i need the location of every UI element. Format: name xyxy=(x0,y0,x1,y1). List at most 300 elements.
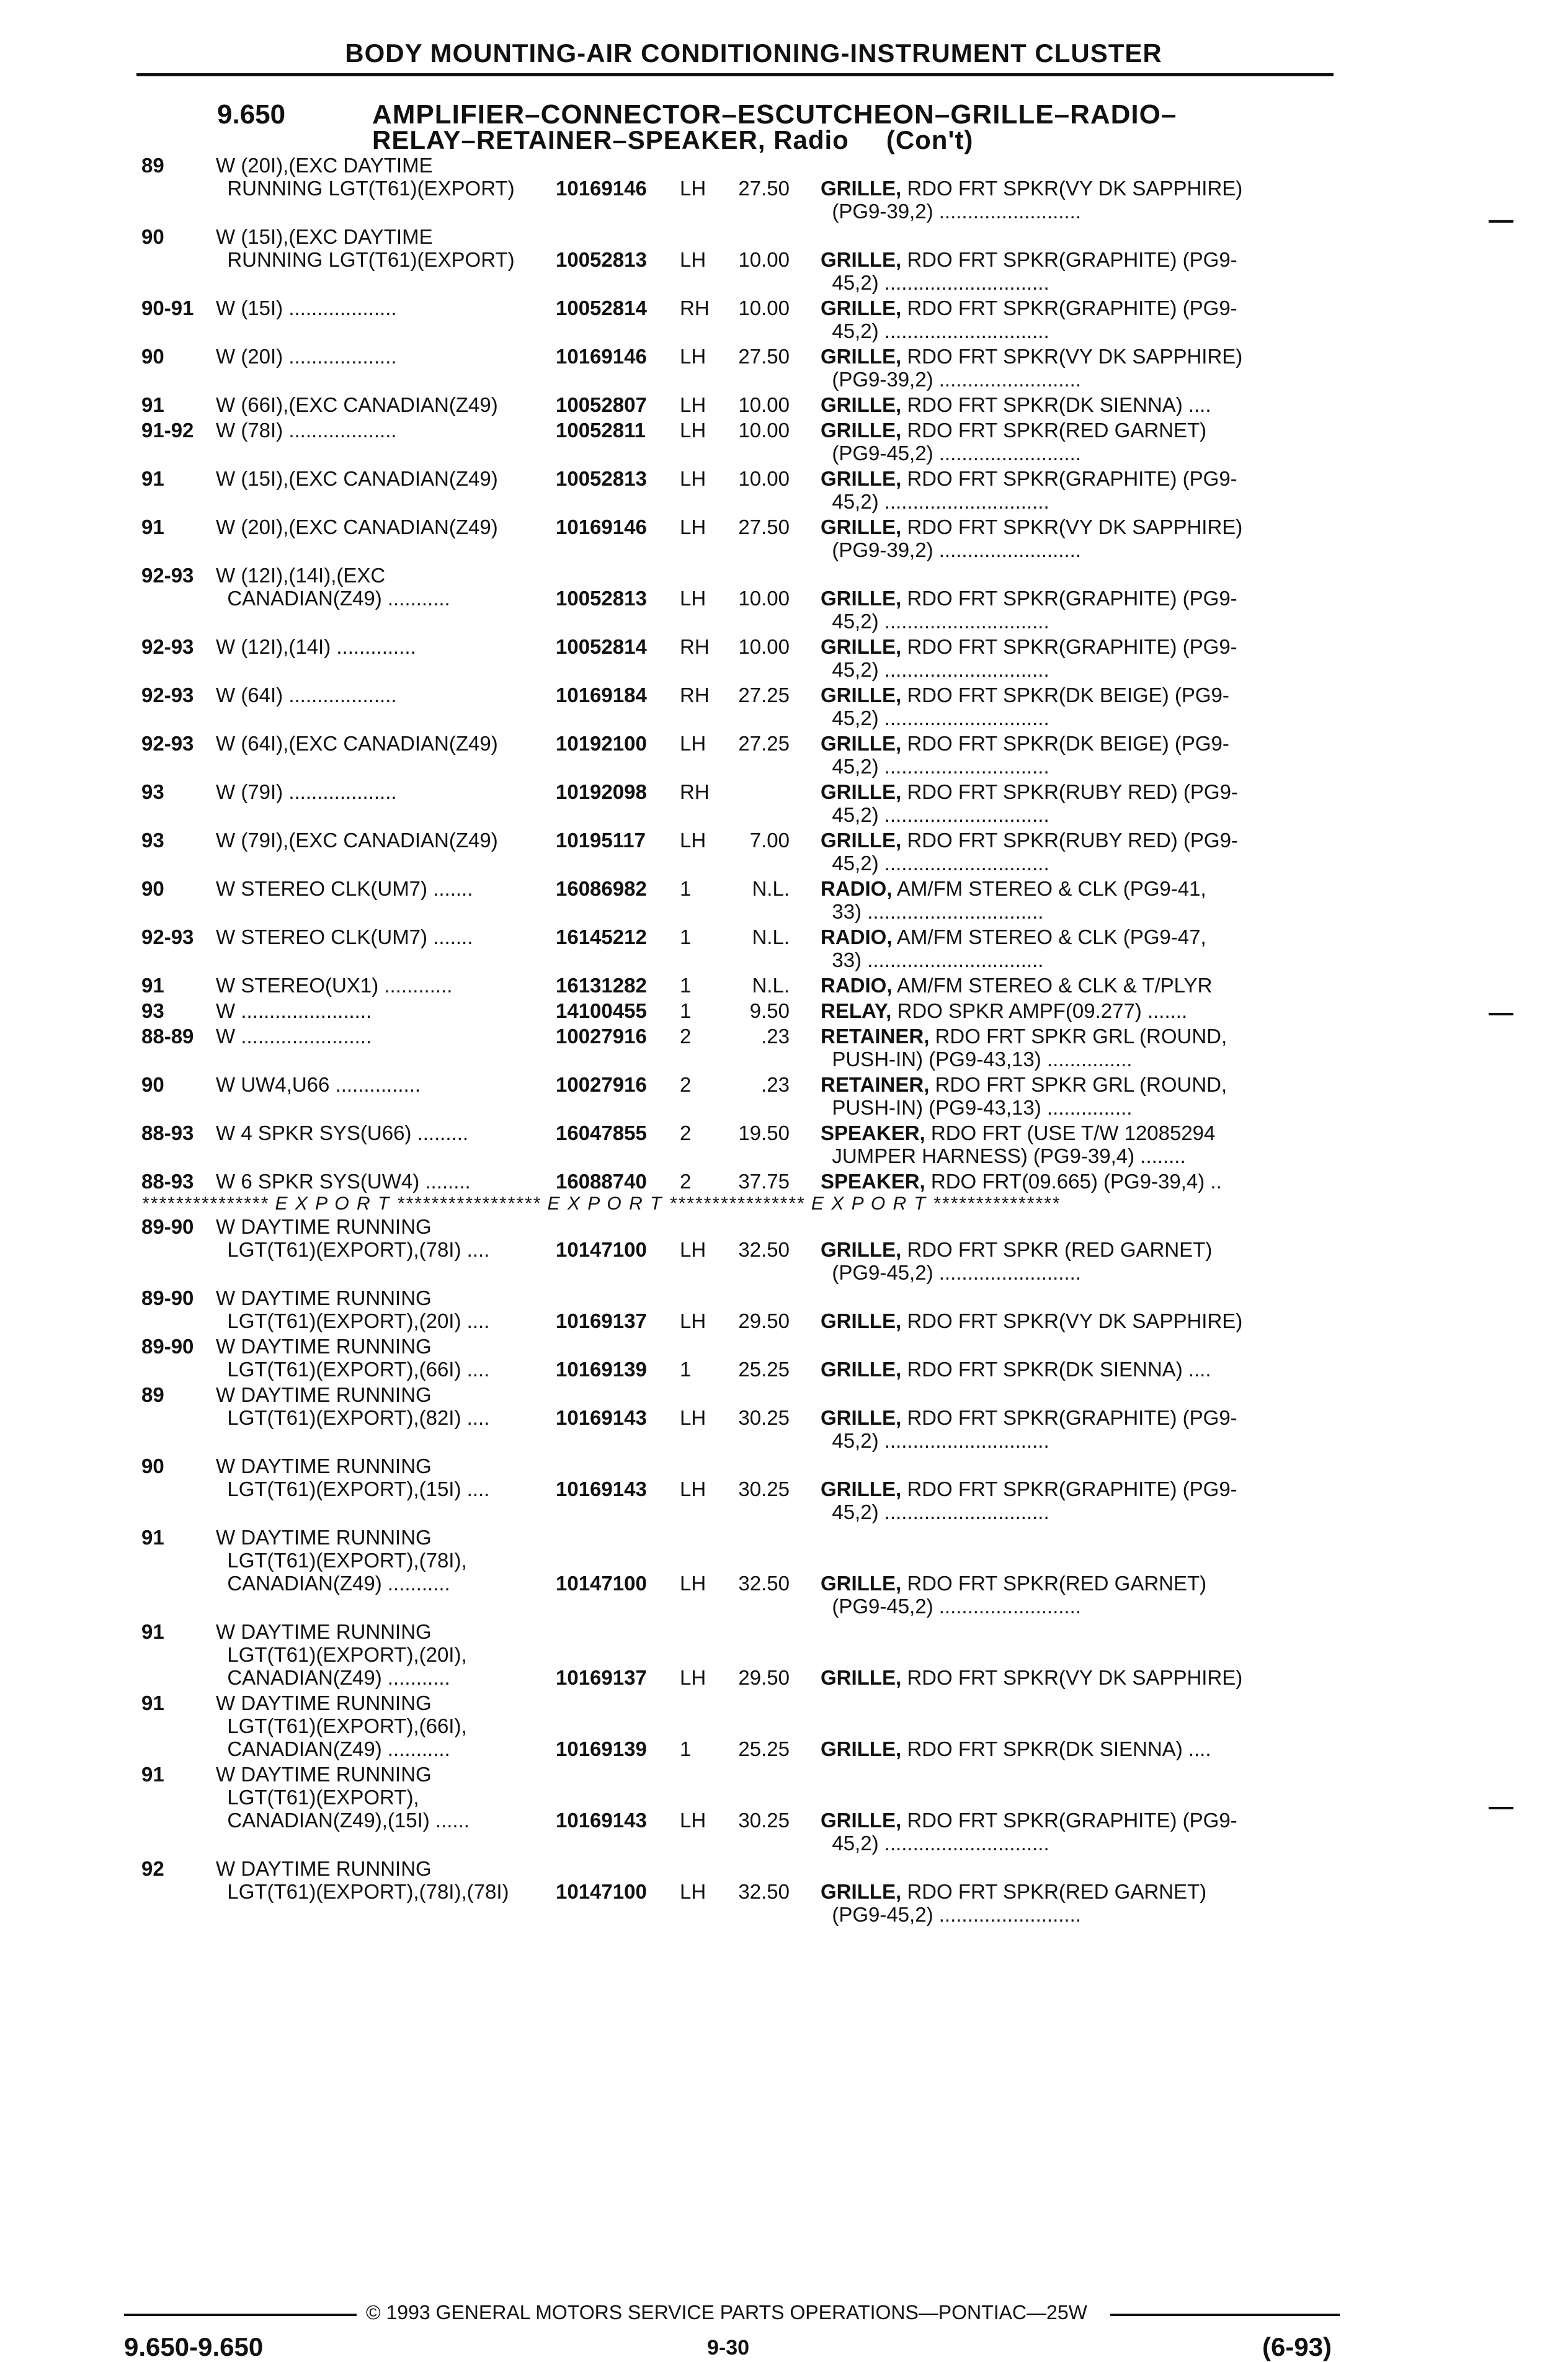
part-detail: (PG9-45,2) ......................... xyxy=(821,1261,1081,1284)
table-row xyxy=(141,248,1342,271)
part-description xyxy=(821,1073,1280,1096)
quantity: LH xyxy=(680,732,706,755)
table-row xyxy=(141,1786,1342,1809)
part-detail: AM/FM STEREO & CLK & T/PLYR xyxy=(892,974,1213,997)
part-detail: RDO FRT SPKR(GRAPHITE) (PG9- xyxy=(901,587,1237,610)
price: 30.25 xyxy=(738,1406,790,1429)
model-year: 89-90 xyxy=(141,1286,194,1309)
part-description xyxy=(821,1477,1280,1500)
footer-section-range: 9.650-9.650 xyxy=(124,2332,264,2361)
table-row xyxy=(141,1620,1342,1643)
part-name: GRILLE, xyxy=(821,1880,902,1903)
table-row xyxy=(141,1572,1342,1595)
model-year: 89 xyxy=(141,1383,164,1406)
margin-tick xyxy=(1489,1013,1513,1015)
usage-description: CANADIAN(Z49) ........... xyxy=(216,587,450,610)
part-detail: AM/FM STEREO & CLK (PG9-47, xyxy=(892,925,1206,948)
price: 30.25 xyxy=(738,1477,790,1500)
quantity: LH xyxy=(680,1406,706,1429)
table-row xyxy=(141,393,1342,416)
model-year: 91 xyxy=(141,467,164,490)
part-detail: RDO FRT SPKR(GRAPHITE) (PG9- xyxy=(901,296,1237,319)
table-row xyxy=(141,1500,1342,1523)
part-detail: RDO FRT SPKR(GRAPHITE) (PG9- xyxy=(901,248,1237,271)
part-description xyxy=(821,732,1280,755)
quantity: LH xyxy=(680,1666,706,1689)
part-detail: 45,2) ............................. xyxy=(821,803,1049,826)
usage-description: W (79I),(EXC CANADIAN(Z49) xyxy=(216,829,498,852)
price: 27.25 xyxy=(738,684,790,706)
table-row xyxy=(141,755,1342,778)
quantity: RH xyxy=(680,780,710,803)
part-detail: (PG9-45,2) ......................... xyxy=(821,1903,1081,1926)
usage-description: W (78I) ................... xyxy=(216,419,397,442)
part-description xyxy=(821,658,1280,681)
table-row xyxy=(141,1335,1342,1358)
usage-description: W DAYTIME RUNNING xyxy=(216,1857,432,1880)
part-name: GRILLE, xyxy=(821,587,902,610)
part-description xyxy=(821,1737,1280,1760)
part-detail: RDO FRT SPKR(RUBY RED) (PG9- xyxy=(901,780,1238,803)
table-row xyxy=(141,1048,1342,1071)
table-row xyxy=(141,1358,1342,1381)
section-title-line2 xyxy=(372,125,973,155)
price: 32.50 xyxy=(738,1572,790,1595)
part-number: 10052814 xyxy=(556,635,647,658)
table-row xyxy=(141,1383,1342,1406)
quantity: LH xyxy=(680,1477,706,1500)
model-year: 89-90 xyxy=(141,1335,194,1358)
table-row xyxy=(141,442,1342,465)
table-row xyxy=(141,319,1342,342)
part-name: RADIO, xyxy=(821,974,893,997)
usage-description: LGT(T61)(EXPORT),(66I) .... xyxy=(216,1358,490,1381)
part-detail: RDO FRT SPKR(DK SIENNA) .... xyxy=(901,1358,1211,1381)
usage-description: RUNNING LGT(T61)(EXPORT) xyxy=(216,177,515,200)
quantity: 2 xyxy=(680,1073,692,1096)
quantity: 1 xyxy=(680,1737,692,1760)
part-name: GRILLE, xyxy=(821,1358,902,1381)
model-year: 91 xyxy=(141,393,164,416)
usage-description: W (66I),(EXC CANADIAN(Z49) xyxy=(216,393,498,416)
part-description xyxy=(821,1832,1280,1855)
part-name: GRILLE, xyxy=(821,684,902,706)
model-year: 92 xyxy=(141,1857,164,1880)
part-number: 10052807 xyxy=(556,393,647,416)
part-detail: (PG9-39,2) ......................... xyxy=(821,200,1081,223)
table-row xyxy=(141,706,1342,729)
usage-description: W STEREO CLK(UM7) ....... xyxy=(216,925,473,948)
part-detail: RDO FRT SPKR(RED GARNET) xyxy=(901,1880,1207,1903)
part-detail: RDO FRT SPKR(GRAPHITE) (PG9- xyxy=(901,1809,1237,1832)
model-year: 90 xyxy=(141,1073,164,1096)
table-row xyxy=(141,948,1342,971)
price: 10.00 xyxy=(738,296,790,319)
price: N.L. xyxy=(752,877,790,900)
part-description xyxy=(821,1261,1280,1284)
section-title-line1: AMPLIFIER–CONNECTOR–ESCUTCHEON–GRILLE–RADIO– xyxy=(372,99,1177,130)
part-detail: RDO FRT SPKR(GRAPHITE) (PG9- xyxy=(901,1406,1237,1429)
quantity: 1 xyxy=(680,974,692,997)
table-row xyxy=(141,1121,1342,1144)
part-detail: RDO FRT(09.665) (PG9-39,4) .. xyxy=(925,1170,1222,1193)
model-year: 92-93 xyxy=(141,684,194,706)
usage-description: W 4 SPKR SYS(U66) ......... xyxy=(216,1121,469,1144)
part-number: 10169139 xyxy=(556,1358,647,1381)
part-detail: RDO FRT SPKR(DK BEIGE) (PG9- xyxy=(901,684,1229,706)
quantity: LH xyxy=(680,1880,706,1903)
part-detail: 45,2) ............................. xyxy=(821,1500,1049,1523)
part-number: 10192100 xyxy=(556,732,647,755)
table-row xyxy=(141,1096,1342,1119)
part-description xyxy=(821,974,1280,997)
quantity: 1 xyxy=(680,877,692,900)
part-name: GRILLE, xyxy=(821,1477,902,1500)
part-name: GRILLE, xyxy=(821,1666,902,1689)
part-number: 16088740 xyxy=(556,1170,647,1193)
price: 10.00 xyxy=(738,587,790,610)
part-number: 10027916 xyxy=(556,1025,647,1048)
price: 29.50 xyxy=(738,1309,790,1332)
part-description xyxy=(821,319,1280,342)
part-description xyxy=(821,1500,1280,1523)
table-row xyxy=(141,1666,1342,1689)
part-detail: RDO FRT SPKR(VY DK SAPPHIRE) xyxy=(901,177,1243,200)
model-year: 91-92 xyxy=(141,419,194,442)
table-row xyxy=(141,1832,1342,1855)
usage-description: W DAYTIME RUNNING xyxy=(216,1335,432,1358)
table-row xyxy=(141,635,1342,658)
usage-description: LGT(T61)(EXPORT),(78I),(78I) xyxy=(216,1880,509,1903)
part-number: 16086982 xyxy=(556,877,647,900)
model-year: 93 xyxy=(141,780,164,803)
part-detail: (PG9-45,2) ......................... xyxy=(821,442,1081,465)
table-row xyxy=(141,780,1342,803)
table-row xyxy=(141,1215,1342,1238)
usage-description: W (12I),(14I),(EXC xyxy=(216,564,386,587)
part-name: GRILLE, xyxy=(821,248,902,271)
part-name: SPEAKER, xyxy=(821,1170,925,1193)
part-description xyxy=(821,467,1280,490)
model-year: 90 xyxy=(141,225,164,248)
part-description xyxy=(821,442,1280,465)
table-row xyxy=(141,1549,1342,1572)
table-row xyxy=(141,1643,1342,1666)
quantity: LH xyxy=(680,587,706,610)
usage-description: W DAYTIME RUNNING xyxy=(216,1620,432,1643)
part-detail: RDO SPKR AMPF(09.277) ....... xyxy=(891,999,1188,1022)
table-row xyxy=(141,852,1342,875)
table-row xyxy=(141,684,1342,706)
part-number: 10169137 xyxy=(556,1666,647,1689)
table-row xyxy=(141,587,1342,610)
usage-description: W (15I) ................... xyxy=(216,296,397,319)
part-detail: RDO FRT SPKR(RED GARNET) xyxy=(901,419,1207,442)
part-detail: RDO FRT SPKR GRL (ROUND, xyxy=(929,1025,1227,1048)
table-row xyxy=(141,1429,1342,1452)
price: 27.25 xyxy=(738,732,790,755)
quantity: 2 xyxy=(680,1121,692,1144)
model-year: 91 xyxy=(141,974,164,997)
table-row xyxy=(141,368,1342,391)
price: 10.00 xyxy=(738,467,790,490)
model-year: 91 xyxy=(141,515,164,538)
quantity: LH xyxy=(680,829,706,852)
model-year: 92-93 xyxy=(141,635,194,658)
table-row xyxy=(141,1737,1342,1760)
part-description xyxy=(821,948,1280,971)
part-description xyxy=(821,345,1280,368)
usage-description: RUNNING LGT(T61)(EXPORT) xyxy=(216,248,515,271)
part-description xyxy=(821,419,1280,442)
usage-description: CANADIAN(Z49) ........... xyxy=(216,1737,450,1760)
table-row xyxy=(141,1309,1342,1332)
part-description xyxy=(821,177,1280,200)
price: 10.00 xyxy=(738,419,790,442)
part-number: 10169143 xyxy=(556,1406,647,1429)
part-name: GRILLE, xyxy=(821,732,902,755)
table-row xyxy=(141,1073,1342,1096)
part-name: GRILLE, xyxy=(821,177,902,200)
price: 29.50 xyxy=(738,1666,790,1689)
part-description xyxy=(821,1358,1280,1381)
usage-description: W (12I),(14I) .............. xyxy=(216,635,416,658)
usage-description: W STEREO(UX1) ............ xyxy=(216,974,453,997)
table-row xyxy=(141,732,1342,755)
table-row xyxy=(141,1595,1342,1618)
part-name: RADIO, xyxy=(821,925,893,948)
part-detail: 45,2) ............................. xyxy=(821,610,1049,633)
quantity: LH xyxy=(680,345,706,368)
footer-date: (6-93) xyxy=(1262,2332,1332,2361)
part-description xyxy=(821,1121,1280,1144)
part-detail: 45,2) ............................. xyxy=(821,319,1049,342)
header-rule xyxy=(136,73,1334,76)
part-number: 10147100 xyxy=(556,1238,647,1261)
table-row xyxy=(141,1809,1342,1832)
part-detail: 45,2) ............................. xyxy=(821,271,1049,294)
part-detail: 33) ............................... xyxy=(821,948,1044,971)
table-row xyxy=(141,658,1342,681)
usage-description: W ....................... xyxy=(216,999,372,1022)
part-description xyxy=(821,852,1280,875)
part-detail: RDO FRT SPKR(RED GARNET) xyxy=(901,1572,1207,1595)
table-row xyxy=(141,154,1342,177)
margin-tick xyxy=(1489,1807,1513,1809)
price: 10.00 xyxy=(738,635,790,658)
price: 32.50 xyxy=(738,1238,790,1261)
part-description xyxy=(821,1666,1280,1689)
usage-description: LGT(T61)(EXPORT), xyxy=(216,1786,419,1809)
usage-description: W (20I),(EXC CANADIAN(Z49) xyxy=(216,515,498,538)
part-name: RELAY, xyxy=(821,999,892,1022)
table-row xyxy=(141,877,1342,900)
part-detail: JUMPER HARNESS) (PG9-39,4) ........ xyxy=(821,1144,1186,1167)
part-description xyxy=(821,1406,1280,1429)
usage-description: LGT(T61)(EXPORT),(20I) .... xyxy=(216,1309,490,1332)
part-description xyxy=(821,515,1280,538)
quantity: LH xyxy=(680,1809,706,1832)
price: 10.00 xyxy=(738,248,790,271)
model-year: 93 xyxy=(141,829,164,852)
table-row xyxy=(141,1170,1342,1193)
table-row xyxy=(141,1025,1342,1048)
part-detail: RDO FRT SPKR(DK BEIGE) (PG9- xyxy=(901,732,1229,755)
table-row xyxy=(141,925,1342,948)
quantity: LH xyxy=(680,467,706,490)
usage-description: CANADIAN(Z49) ........... xyxy=(216,1572,450,1595)
part-detail: RDO FRT SPKR(DK SIENNA) .... xyxy=(901,393,1211,416)
table-row xyxy=(141,1526,1342,1549)
part-detail: 45,2) ............................. xyxy=(821,490,1049,513)
table-row xyxy=(141,1406,1342,1429)
part-number: 10147100 xyxy=(556,1572,647,1595)
table-row xyxy=(141,1691,1342,1714)
table-row xyxy=(141,1286,1342,1309)
part-description xyxy=(821,271,1280,294)
table-row xyxy=(141,419,1342,442)
part-detail: 45,2) ............................. xyxy=(821,1832,1049,1855)
part-detail: RDO FRT SPKR(VY DK SAPPHIRE) xyxy=(901,1309,1243,1332)
part-description xyxy=(821,1809,1280,1832)
part-detail: 45,2) ............................. xyxy=(821,706,1049,729)
usage-description: LGT(T61)(EXPORT),(78I) .... xyxy=(216,1238,490,1261)
usage-description: W (15I),(EXC CANADIAN(Z49) xyxy=(216,467,498,490)
usage-description: W ....................... xyxy=(216,1025,372,1048)
price: 25.25 xyxy=(738,1358,790,1381)
part-number: 10052811 xyxy=(556,419,646,442)
part-name: GRILLE, xyxy=(821,345,902,368)
price: 10.00 xyxy=(738,393,790,416)
part-detail: 45,2) ............................. xyxy=(821,852,1049,875)
part-description xyxy=(821,900,1280,923)
part-detail: RDO FRT (USE T/W 12085294 xyxy=(925,1121,1216,1144)
part-detail: AM/FM STEREO & CLK (PG9-41, xyxy=(892,877,1206,900)
quantity: LH xyxy=(680,1309,706,1332)
margin-tick xyxy=(1489,220,1513,223)
part-number: 10052813 xyxy=(556,587,647,610)
part-description xyxy=(821,635,1280,658)
part-description xyxy=(821,925,1280,948)
price: 7.00 xyxy=(749,829,790,852)
part-name: GRILLE, xyxy=(821,1809,902,1832)
part-description xyxy=(821,490,1280,513)
table-row xyxy=(141,974,1342,997)
part-description xyxy=(821,368,1280,391)
model-year: 88-93 xyxy=(141,1170,194,1193)
part-number: 10169184 xyxy=(556,684,647,706)
part-detail: RDO FRT SPKR(VY DK SAPPHIRE) xyxy=(901,515,1243,538)
part-detail: RDO FRT SPKR(DK SIENNA) .... xyxy=(901,1737,1211,1760)
part-description xyxy=(821,1309,1280,1332)
quantity: LH xyxy=(680,248,706,271)
model-year: 89 xyxy=(141,154,164,177)
table-row xyxy=(141,345,1342,368)
part-description xyxy=(821,1170,1280,1193)
table-row xyxy=(141,1714,1342,1737)
part-description xyxy=(821,200,1280,223)
table-row xyxy=(141,538,1342,561)
quantity: 1 xyxy=(680,999,692,1022)
usage-description: CANADIAN(Z49),(15I) ...... xyxy=(216,1809,470,1832)
part-description xyxy=(821,706,1280,729)
quantity: LH xyxy=(680,515,706,538)
price: 25.25 xyxy=(738,1737,790,1760)
quantity: 2 xyxy=(680,1170,692,1193)
part-detail: 45,2) ............................. xyxy=(821,755,1049,778)
table-row xyxy=(141,515,1342,538)
usage-description: LGT(T61)(EXPORT),(66I), xyxy=(216,1714,467,1737)
part-description xyxy=(821,393,1280,416)
part-number: 10192098 xyxy=(556,780,647,803)
table-row xyxy=(141,1238,1342,1261)
footer-rule-right xyxy=(1110,2314,1340,2316)
model-year: 91 xyxy=(141,1691,164,1714)
quantity: LH xyxy=(680,177,706,200)
price: N.L. xyxy=(752,925,790,948)
model-year: 90 xyxy=(141,877,164,900)
part-detail: RDO FRT SPKR(GRAPHITE) (PG9- xyxy=(901,467,1237,490)
part-detail: (PG9-39,2) ......................... xyxy=(821,368,1081,391)
price: 30.25 xyxy=(738,1809,790,1832)
part-description xyxy=(821,587,1280,610)
model-year: 91 xyxy=(141,1526,164,1549)
usage-description: LGT(T61)(EXPORT),(15I) .... xyxy=(216,1477,490,1500)
part-detail: (PG9-39,2) ......................... xyxy=(821,538,1081,561)
page-title: BODY MOUNTING-AIR CONDITIONING-INSTRUMENT CLUSTER xyxy=(345,38,1162,68)
model-year: 89-90 xyxy=(141,1215,194,1238)
price: 32.50 xyxy=(738,1880,790,1903)
model-year: 92-93 xyxy=(141,564,194,587)
part-description xyxy=(821,1048,1280,1071)
part-description xyxy=(821,1238,1280,1261)
price: 37.75 xyxy=(738,1170,790,1193)
part-description xyxy=(821,1096,1280,1119)
model-year: 91 xyxy=(141,1763,164,1786)
part-description xyxy=(821,999,1280,1022)
table-row xyxy=(141,1880,1342,1903)
part-description xyxy=(821,755,1280,778)
price: 27.50 xyxy=(738,515,790,538)
quantity: 1 xyxy=(680,1358,692,1381)
part-detail: RDO FRT SPKR GRL (ROUND, xyxy=(929,1073,1227,1096)
quantity: RH xyxy=(680,296,710,319)
part-number: 14100455 xyxy=(556,999,647,1022)
price: .23 xyxy=(761,1025,790,1048)
part-name: GRILLE, xyxy=(821,829,902,852)
quantity: LH xyxy=(680,393,706,416)
part-number: 10052813 xyxy=(556,248,647,271)
usage-description: W DAYTIME RUNNING xyxy=(216,1455,432,1477)
price: 27.50 xyxy=(738,345,790,368)
quantity: RH xyxy=(680,635,710,658)
page-header xyxy=(136,38,1334,76)
model-year: 93 xyxy=(141,999,164,1022)
part-name: GRILLE, xyxy=(821,419,902,442)
part-name: GRILLE, xyxy=(821,296,902,319)
usage-description: W (64I) ................... xyxy=(216,684,397,706)
section-title-line2-text: RELAY–RETAINER–SPEAKER, Radio xyxy=(372,125,849,154)
model-year: 91 xyxy=(141,1620,164,1643)
part-detail: PUSH-IN) (PG9-43,13) ............... xyxy=(821,1096,1133,1119)
part-number: 10052814 xyxy=(556,296,647,319)
part-description xyxy=(821,1025,1280,1048)
model-year: 88-93 xyxy=(141,1121,194,1144)
continued-label: (Con't) xyxy=(886,125,974,154)
part-number: 10195117 xyxy=(556,829,646,852)
part-detail: PUSH-IN) (PG9-43,13) ............... xyxy=(821,1048,1133,1071)
part-detail: RDO FRT SPKR(VY DK SAPPHIRE) xyxy=(901,1666,1243,1689)
